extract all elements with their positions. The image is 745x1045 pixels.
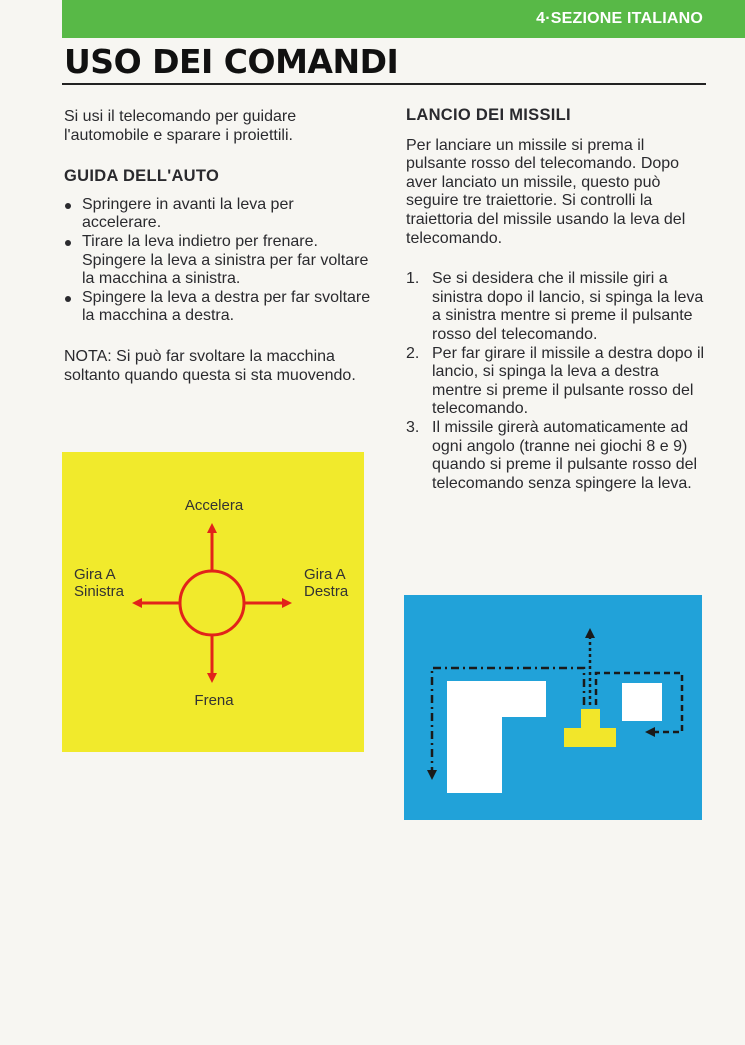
label-left-line1: Gira A [74, 566, 116, 583]
page-title: USO DEI COMANDI [64, 42, 399, 81]
list-item [406, 270, 706, 344]
obstacle-square [622, 683, 662, 721]
obstacle-l-shape [447, 681, 546, 793]
list-item [406, 419, 706, 493]
joystick-svg [62, 452, 364, 752]
step-text: Se si desidera che il missile giri a sinistra dopo il lancio, si spinga la leva a sinistra mentre si preme il pulsante rosso del telecomando. [432, 270, 704, 343]
driving-heading: GUIDA DELL'AUTO [64, 167, 220, 186]
joystick-circle [180, 571, 244, 635]
note-paragraph [64, 348, 374, 385]
missile-heading: LANCIO DEI MISSILI [406, 106, 571, 124]
title-divider [62, 83, 706, 85]
driving-list [64, 196, 374, 326]
step-number: 2. [406, 344, 420, 362]
list-item: Springere in avanti la leva per accelerare. [64, 196, 374, 233]
note-label: NOTA: [64, 347, 112, 365]
step-text: Per far girare il missile a destra dopo il lancio, si spinga la leva a destra mentre si preme il pulsante rosso del telecomando. [432, 344, 705, 418]
step-number: 1. [406, 270, 420, 288]
label-left-line2: Sinistra [74, 583, 125, 600]
label-right-line2: Destra [304, 583, 349, 600]
list-item: Tirare la leva indietro per frenare. Spingere la leva a sinistra per far voltare la macchina a sinistra. [64, 233, 374, 289]
left-column [64, 108, 374, 407]
missile-diagram [404, 595, 702, 820]
label-frena: Frena [194, 692, 234, 709]
section-label: 4·SEZIONE ITALIANO [536, 10, 703, 27]
missile-svg [404, 595, 702, 820]
missile-launcher-base [564, 728, 616, 747]
joystick-diagram [62, 452, 364, 752]
step-number: 3. [406, 418, 420, 436]
note-text: Si può far svoltare la macchina soltanto quando questa si sta muovendo. [64, 347, 356, 384]
label-accelera: Accelera [184, 497, 244, 514]
left-intro: Si usi il telecomando per guidare l'automobile e sparare i proiettili. [64, 108, 297, 144]
right-column [406, 106, 706, 493]
step-text: Il missile girerà automaticamente ad ogni angolo (tranne nei giochi 8 e 9) quando si preme il pulsante rosso del telecomando senza spingere la leva. [432, 418, 698, 492]
label-right-line1: Gira A [304, 566, 346, 583]
missile-launcher-top [581, 709, 600, 729]
list-item [406, 345, 706, 419]
list-item: Spingere la leva a destra per far svoltare la macchina a destra. [64, 289, 374, 326]
missile-steps [406, 270, 706, 493]
missile-intro: Per lanciare un missile si prema il pulsante rosso del telecomando. Dopo aver lanciato un missile, questo può seguire tre traiettorie. Si controlli la traiettoria del missile usando la leva del telecomando. [406, 136, 686, 247]
